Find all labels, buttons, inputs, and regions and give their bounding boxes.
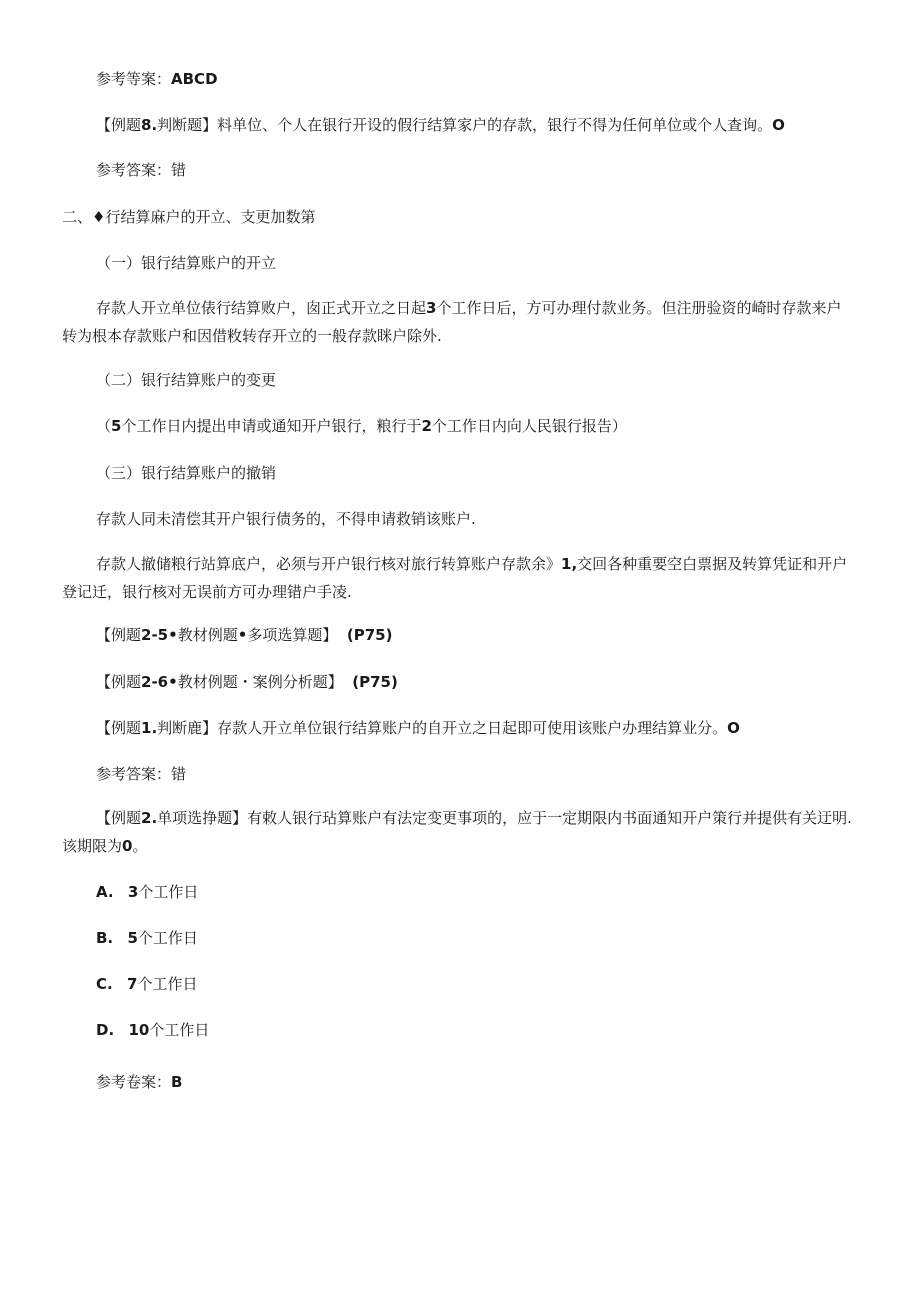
example-page-ref: (P75) bbox=[352, 673, 398, 691]
opening-paragraph bbox=[62, 294, 852, 350]
example-open: 【例题 bbox=[96, 116, 142, 134]
example-number: 1. bbox=[141, 719, 158, 737]
example-text: 。 bbox=[132, 837, 148, 855]
example-blank: 0 bbox=[122, 837, 133, 855]
paragraph-text: 存款人开立单位俵行结算败户，囱正式开立之日起 bbox=[96, 299, 427, 317]
option-letter: B. bbox=[96, 929, 114, 947]
option-letter: C. bbox=[96, 975, 113, 993]
answer-line-3 bbox=[96, 765, 186, 783]
answer-value: B bbox=[171, 1073, 183, 1091]
example-2-6-line bbox=[96, 673, 398, 691]
example-open: 【例题 bbox=[96, 626, 142, 644]
example-8-line bbox=[96, 116, 785, 134]
example-text: 判断题】料单位、个人在银行开设的假行结算家户的存款，银行不得为任何单位或个人查询。 bbox=[157, 116, 773, 134]
option-unit: 个工作日 bbox=[137, 975, 198, 993]
paragraph-text: 交回各种重要空白票据及转算凭证和开户登记迁，银行核对无误前方可办理错户手凌. bbox=[62, 555, 848, 601]
option-number: 3 bbox=[127, 883, 139, 901]
answer-value: ABCD bbox=[171, 70, 218, 88]
answer-line-2 bbox=[96, 161, 186, 179]
subsection-heading-text: （三）银行结算账户的撤销 bbox=[96, 464, 277, 482]
note-number: 5 bbox=[111, 417, 122, 435]
option-c bbox=[96, 975, 197, 993]
option-unit: 个工作日 bbox=[137, 929, 198, 947]
answer-label: 参考等案： bbox=[96, 70, 172, 88]
answer-text: 参考答案：错 bbox=[96, 161, 187, 179]
example-1-line bbox=[96, 719, 740, 737]
subsection-heading-text: （一）银行结算账户的开立 bbox=[96, 254, 277, 272]
answer-text: 参考答案：错 bbox=[96, 765, 187, 783]
example-text: 判断鹿】存款人开立单位银行结算账户的自开立之日起即可使用该账户办理结算业分。 bbox=[157, 719, 728, 737]
answer-line-1 bbox=[96, 70, 218, 88]
example-open: 【例题 bbox=[96, 809, 142, 827]
example-2-5-line bbox=[96, 626, 392, 644]
paragraph-text: 个工作日后，方可办理付款业务。但注册验资的崎时存款来户转为根本存款账户和因借敉转存开立的一般存款眯户除外. bbox=[62, 299, 842, 345]
answer-line-4 bbox=[96, 1073, 182, 1091]
example-dot: • bbox=[237, 626, 248, 644]
section-heading-text: 二、♦行结算麻户的开立、支更加数第 bbox=[62, 208, 316, 226]
example-number: 2-5• bbox=[141, 626, 178, 644]
example-number: 2. bbox=[141, 809, 158, 827]
example-number: 2-6• bbox=[141, 673, 178, 691]
closing-rule-line bbox=[96, 510, 476, 528]
option-number: 5 bbox=[127, 929, 138, 947]
option-unit: 个工作日 bbox=[138, 883, 199, 901]
option-d bbox=[96, 1021, 209, 1039]
example-text: 教材例题・案例分析题】 bbox=[177, 673, 343, 691]
option-number: 10 bbox=[128, 1021, 150, 1039]
example-open: 【例题 bbox=[96, 719, 142, 737]
paragraph-text: 存款人撤储粮行站算底户，必须与开户银行核对旅行转算账户存款余》 bbox=[96, 555, 562, 573]
option-unit: 个工作日 bbox=[149, 1021, 210, 1039]
option-letter: A. bbox=[96, 883, 114, 901]
subsection-heading-text: （二）银行结算账户的变更 bbox=[96, 371, 277, 389]
paragraph-number: 3 bbox=[426, 299, 437, 317]
example-page-ref: (P75) bbox=[346, 626, 393, 644]
note-text: 个工作日内向人民银行报告） bbox=[431, 417, 627, 435]
example-text: 教材例题 bbox=[177, 626, 238, 644]
closing-paragraph bbox=[62, 550, 852, 606]
section-heading bbox=[62, 208, 315, 226]
option-letter: D. bbox=[96, 1021, 115, 1039]
option-number: 7 bbox=[127, 975, 138, 993]
example-blank: O bbox=[772, 116, 785, 134]
subsection-heading-3 bbox=[96, 464, 276, 482]
subsection-heading-1 bbox=[96, 254, 276, 272]
example-2-paragraph bbox=[62, 804, 852, 860]
answer-label: 参考卷案： bbox=[96, 1073, 172, 1091]
example-open: 【例题 bbox=[96, 673, 142, 691]
example-text: 多项选算题】 bbox=[247, 626, 338, 644]
change-note-line bbox=[96, 417, 627, 435]
example-text: 单项选挣题】有敕人银行玷算账户有法定变更事项的，应于一定期限内书面通知开户策行并提供有关迂明.该期限为 bbox=[62, 809, 852, 855]
option-a bbox=[96, 883, 198, 901]
paragraph-number: 1, bbox=[561, 555, 578, 573]
note-number: 2 bbox=[421, 417, 432, 435]
option-b bbox=[96, 929, 198, 947]
rule-text: 存款人同未清偿其开户银行债务的，不得申请救销该账户. bbox=[96, 510, 476, 528]
subsection-heading-2 bbox=[96, 371, 276, 389]
example-blank: O bbox=[727, 719, 740, 737]
example-number: 8. bbox=[141, 116, 158, 134]
note-text: 个工作日内提出申请或通知开户银行，粮行于 bbox=[121, 417, 422, 435]
note-open: （ bbox=[96, 417, 112, 435]
